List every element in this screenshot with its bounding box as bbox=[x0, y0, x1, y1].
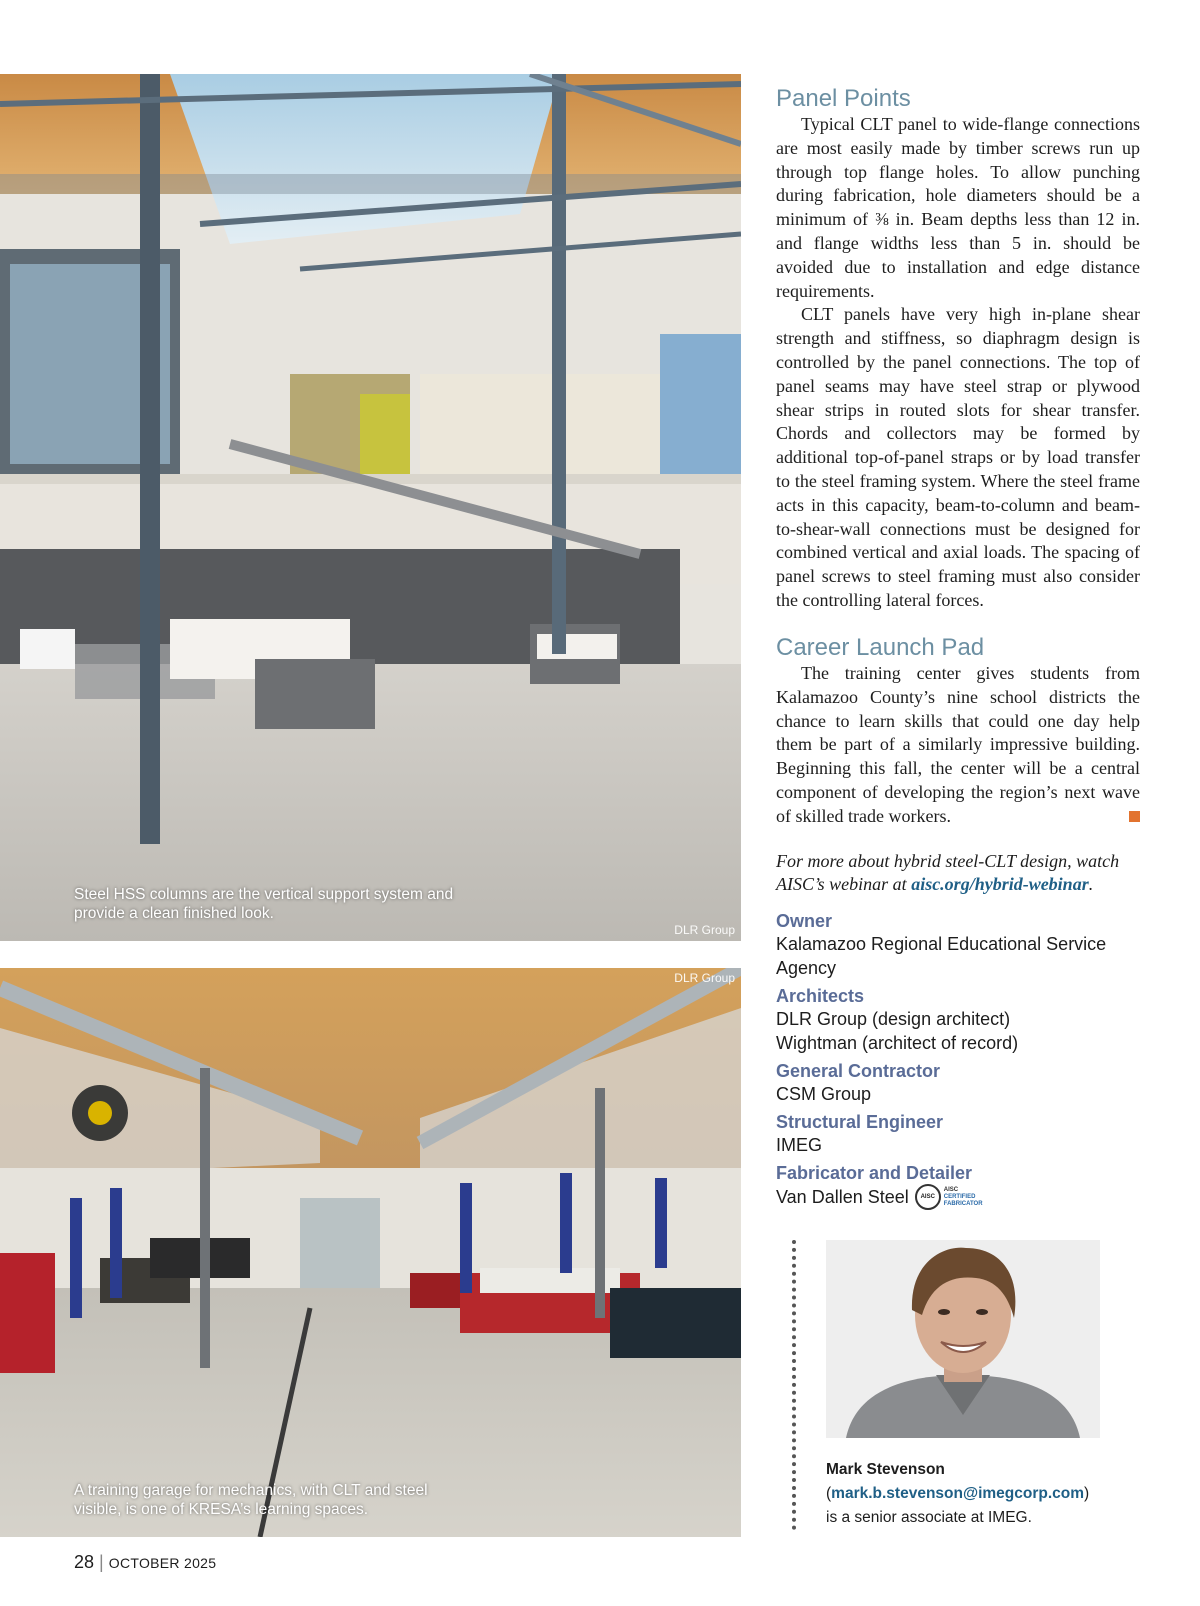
aisc-certified-badge-icon bbox=[915, 1184, 983, 1210]
issue-date: OCTOBER 2025 bbox=[108, 1555, 217, 1571]
page-folio bbox=[74, 1552, 216, 1573]
dotted-divider bbox=[792, 1240, 796, 1530]
webinar-link[interactable]: aisc.org/hybrid-webinar bbox=[911, 874, 1089, 894]
credit-value-architect-design: DLR Group (design architect) bbox=[776, 1009, 1011, 1029]
photo-training-hall bbox=[0, 74, 741, 941]
page-number: 28 bbox=[74, 1552, 95, 1572]
credit-value-owner: Kalamazoo Regional Educational Service Agency bbox=[776, 934, 1107, 978]
aisc-seal-icon: AISC bbox=[915, 1184, 941, 1210]
more-info-text: For more about hybrid steel-CLT design, watch AISC’s webinar at bbox=[776, 851, 1120, 894]
photo-caption-top: Steel HSS columns are the vertical support system and provide a clean finished look. bbox=[74, 886, 454, 922]
author-bio bbox=[826, 1458, 1146, 1530]
credit-label-general-contractor: General Contractor bbox=[776, 1061, 941, 1081]
section-panel-points bbox=[776, 85, 1140, 613]
more-info-note bbox=[776, 850, 1140, 896]
author-portrait bbox=[826, 1240, 1100, 1438]
paragraph: CLT panels have very high in-plane shear strength and stiffness, so diaphragm design is controlled by the panel connections. The top of panel seams may have steel strap or plywood shear strips in routed slots for shear transfer. Chords and collectors may be formed by additional top-of-panel straps or by load transfer to the steel framing system. Where the steel frame acts in this capacity, beam-to-column and beam-to-shear-wall connections must be designed for combined vertical and axial loads. The spacing of panel screws to steel framing must also consider the controlling lateral forces. bbox=[776, 304, 1140, 610]
paragraph: The training center gives students from Kalamazoo County’s nine school districts the chance to learn skills that could one day help them be part of a similarly impressive building. Beginning this fall, the center will be a central component of developing the region’s next wave of skilled trade workers. bbox=[776, 663, 1140, 826]
credit-label-architects: Architects bbox=[776, 986, 865, 1006]
photo-credit-bottom: DLR Group bbox=[674, 971, 735, 985]
folio-separator: | bbox=[99, 1552, 104, 1572]
credit-value-structural-engineer: IMEG bbox=[776, 1135, 823, 1155]
credit-value-architect-record: Wightman (architect of record) bbox=[776, 1033, 1019, 1053]
badge-line-3: FABRICATOR bbox=[943, 1200, 983, 1207]
project-credits bbox=[776, 905, 1140, 1210]
credit-value-fabricator-row bbox=[776, 1184, 1140, 1210]
badge-line-1: AISC bbox=[943, 1186, 959, 1193]
aisc-badge-text bbox=[944, 1187, 983, 1208]
author-email-line bbox=[826, 1482, 1146, 1506]
section-career-launch-pad bbox=[776, 634, 1140, 829]
paren-open: ( bbox=[826, 1485, 832, 1502]
photo-caption-bottom: A training garage for mechanics, with CLT and steel visible, is one of KRESA’s learning spaces. bbox=[74, 1482, 428, 1518]
training-garage-image bbox=[0, 968, 741, 1537]
end-mark-icon bbox=[1129, 811, 1140, 822]
section-heading-career-launch-pad: Career Launch Pad bbox=[776, 634, 985, 661]
credit-label-fabricator: Fabricator and Detailer bbox=[776, 1163, 973, 1183]
photo-credit-top: DLR Group bbox=[674, 923, 735, 937]
more-info-end: . bbox=[1088, 874, 1094, 894]
credit-label-owner: Owner bbox=[776, 911, 833, 931]
badge-line-2: CERTIFIED bbox=[943, 1193, 976, 1200]
author-role: is a senior associate at IMEG. bbox=[826, 1509, 1032, 1526]
author-email-link[interactable]: mark.b.stevenson@imegcorp.com bbox=[831, 1485, 1085, 1502]
credit-value-fabricator: Van Dallen Steel bbox=[776, 1187, 909, 1207]
author-name: Mark Stevenson bbox=[826, 1461, 945, 1478]
photo-training-garage bbox=[0, 968, 741, 1537]
paren-close: ) bbox=[1084, 1485, 1090, 1502]
paragraph: Typical CLT panel to wide-flange connections are most easily made by timber screws run up through top flange holes. To allow punching during fabrication, hole diameters should be a minimum of ⅜ in. Beam depths less than 12 in. and flange widths less than 5 in. should be avoided due to installation and edge distance requirements. bbox=[776, 114, 1140, 301]
credit-value-general-contractor: CSM Group bbox=[776, 1084, 872, 1104]
training-hall-image bbox=[0, 74, 741, 941]
section-heading-panel-points: Panel Points bbox=[776, 85, 911, 112]
credit-label-structural-engineer: Structural Engineer bbox=[776, 1112, 944, 1132]
author-photo-image bbox=[826, 1240, 1100, 1438]
